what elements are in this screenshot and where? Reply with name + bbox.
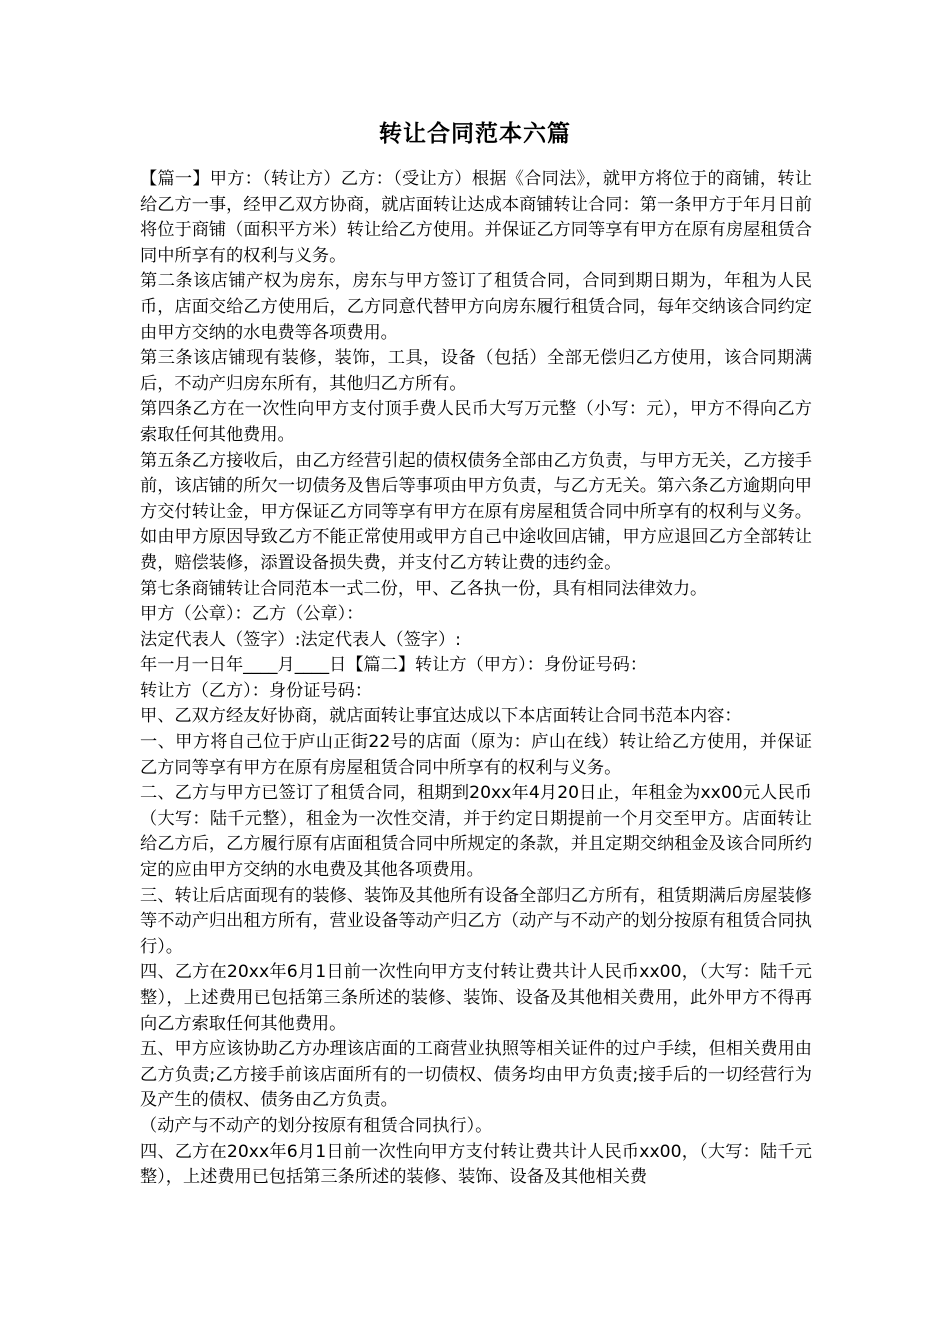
paragraph-clause-2: 二、乙方与甲方已签订了租赁合同，租期到20xx年4月20日止，年租金为xx00元人民币（大写：陆千元整），租金为一次性交清，并于约定日期提前一个月交至甲方。店面转让给乙方后，乙方履行原有店面租赁合同中所规定的条款，并且定期交纳租金及该合同所约定的应由甲方交纳的水电费及其他各项费用。 (140, 783, 812, 881)
paragraph-clause-5: 五、甲方应该协助乙方办理该店面的工商营业执照等相关证件的过户手续，但相关费用由乙方负责;乙方接手前该店面所有的一切债权、债务均由甲方负责;接手后的一切经营行为及产生的债权、债务由乙方负责。 (140, 1039, 812, 1111)
paragraph-clause-1: 一、甲方将自己位于庐山正街22号的店面（原为：庐山在线）转让给乙方使用，并保证乙方同等享有甲方在原有房屋租赁合同中所享有的权利与义务。 (140, 732, 812, 778)
paragraph-article-3: 第三条该店铺现有装修，装饰，工具，设备（包括）全部无偿归乙方使用，该合同期满后，不动产归房东所有，其他归乙方所有。 (140, 348, 812, 394)
paragraph-article-7: 第七条商铺转让合同范本一式二份，甲、乙各执一份，具有相同法律效力。 (140, 578, 708, 599)
paragraph-article-5-6: 第五条乙方接收后，由乙方经营引起的债权债务全部由乙方负责，与甲方无关，乙方接手前，该店铺的所欠一切债务及售后等事项由甲方负责，与乙方无关。第六条乙方逾期向甲方交付转让金，甲方保证乙方同等享有甲方在原有房屋租赁合同中所享有的权利与义务。如由甲方原因导致乙方不能正常使用或甲方自己中途收回店铺，甲方应退回乙方全部转让费，赔偿装修，添置设备损失费，并支付乙方转让费的违约金。 (140, 450, 812, 573)
paragraph-party-b-id: 转让方（乙方）：身份证号码： (140, 680, 373, 701)
paragraph-clause-4: 四、乙方在20xx年6月1日前一次性向甲方支付转让费共计人民币xx00，（大写：陆千元整），上述费用已包括第三条所述的装修、装饰、设备及其他相关费用，此外甲方不得再向乙方索取任何其他费用。 (140, 962, 812, 1034)
paragraph-signature-line: 法定代表人（签字）:法定代表人（签字）: (140, 629, 461, 650)
paragraph-clause-4-repeat: 四、乙方在20xx年6月1日前一次性向甲方支付转让费共计人民币xx00，（大写：陆千元整），上述费用已包括第三条所述的装修、装饰、设备及其他相关费 (140, 1141, 812, 1188)
paragraph-article-2: 第二条该店铺产权为房东，房东与甲方签订了租赁合同，合同到期日期为，年租为人民币，店面交给乙方使用后，乙方同意代替甲方向房东履行租赁合同，每年交纳该合同约定由甲方交纳的水电费等各项费用。 (140, 271, 812, 343)
paragraph-seal-line: 甲方（公章）：乙方（公章）： (140, 604, 364, 625)
paragraph-note: （动产与不动产的划分按原有租赁合同执行）。 (140, 1115, 493, 1136)
paragraph-article-4: 第四条乙方在一次性向甲方支付顶手费人民币大写万元整（小写：元），甲方不得向乙方索取任何其他费用。 (140, 399, 812, 445)
paragraph-date-part2-start: 年一月一日年____月____日【篇二】转让方（甲方）：身份证号码： (140, 655, 648, 676)
document-body (140, 167, 812, 1191)
paragraph-part2-intro: 甲、乙双方经友好协商，就店面转让事宜达成以下本店面转让合同书范本内容： (140, 706, 742, 727)
document-title: 转让合同范本六篇 (379, 121, 571, 147)
paragraph-clause-3: 三、转让后店面现有的装修、装饰及其他所有设备全部归乙方所有，租赁期满后房屋装修等不动产归出租方所有，营业设备等动产归乙方（动产与不动产的划分按原有租赁合同执行）。 (140, 885, 812, 957)
paragraph-part1-intro: 【篇一】甲方：（转让方）乙方：（受让方）根据《合同法》，就甲方将位于的商铺，转让给乙方一事，经甲乙双方协商，就店面转让达成本商铺转让合同：第一条甲方于年月日前将位于商铺（面积平方米）转让给乙方使用。并保证乙方同等享有甲方在原有房屋租赁合同中所享有的权利与义务。 (140, 169, 812, 266)
